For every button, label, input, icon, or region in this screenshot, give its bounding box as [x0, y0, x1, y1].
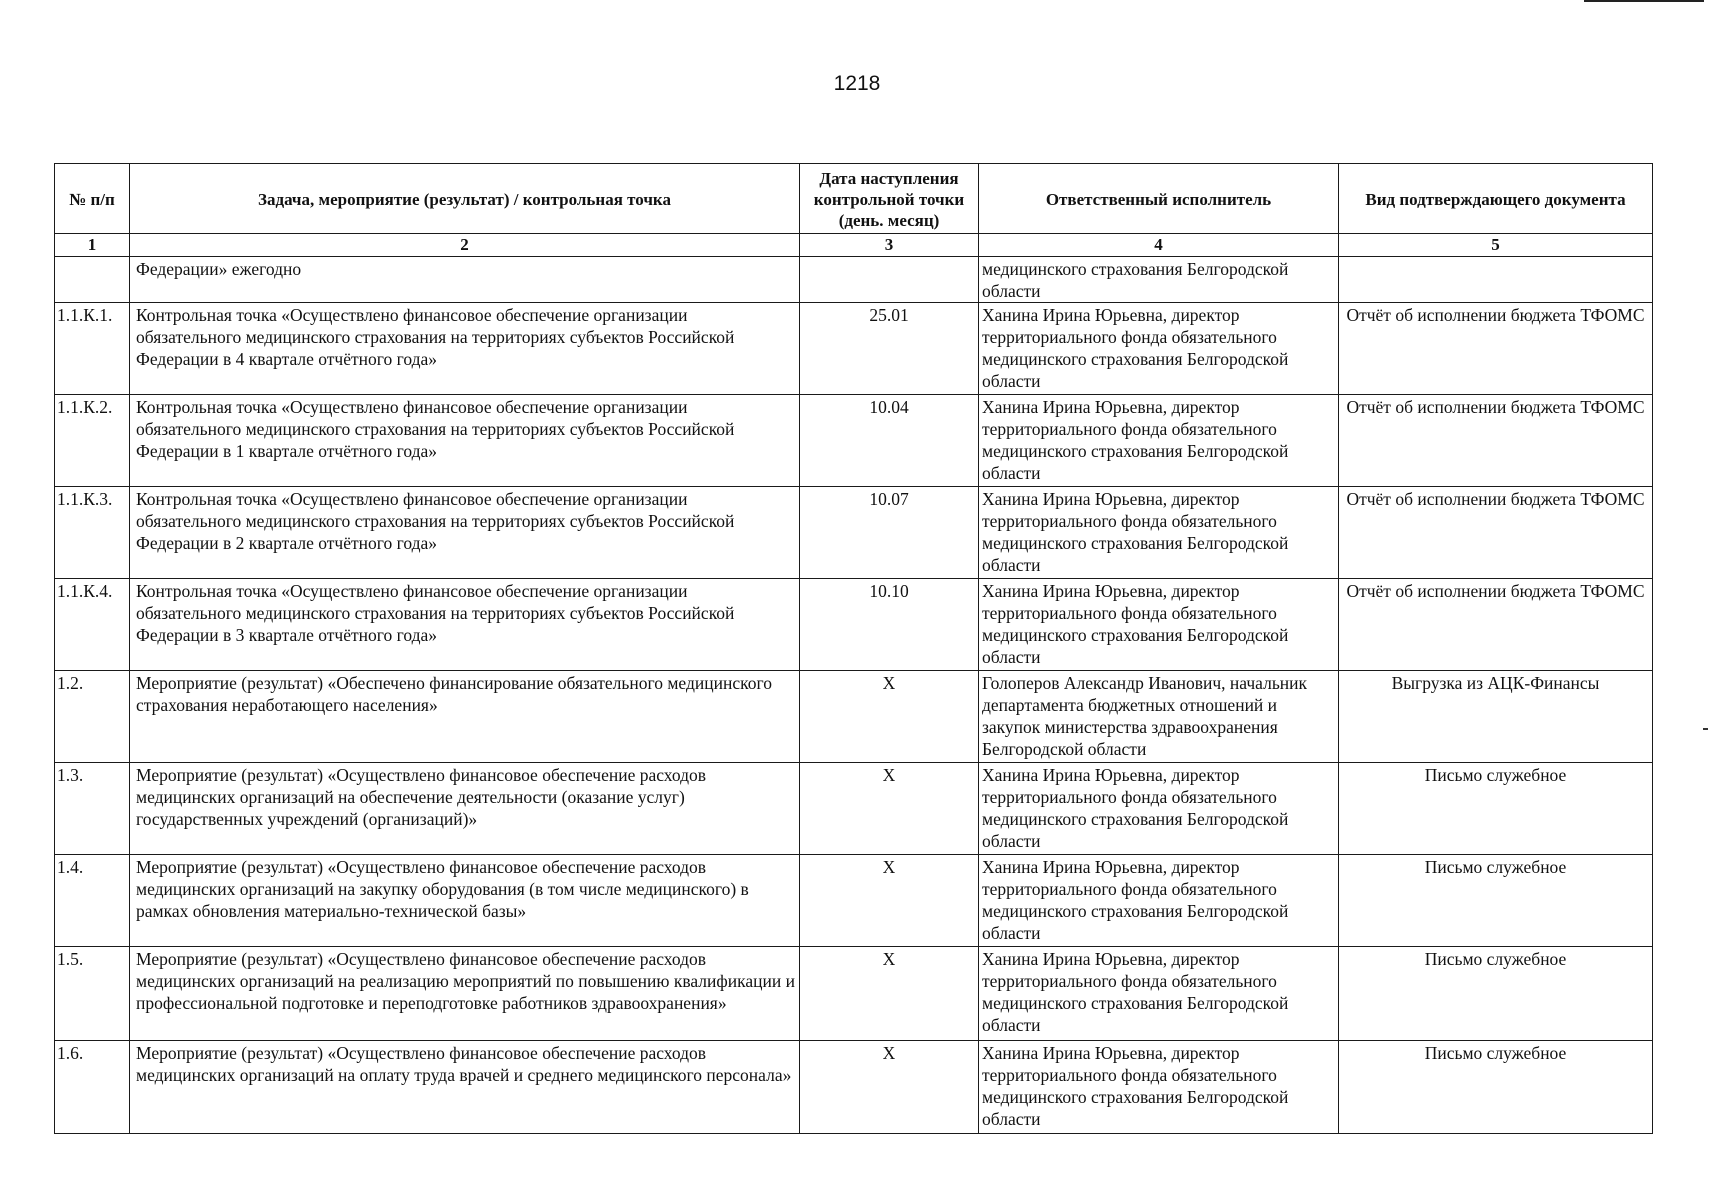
- column-number: 4: [979, 234, 1339, 257]
- row-number: 1.1.К.4.: [55, 579, 130, 671]
- row-executor: Ханина Ирина Юрьевна, директор территориального фонда обязательного медицинского страхования Белгородской области: [979, 1041, 1339, 1134]
- header-document: Вид подтверждающего документа: [1339, 164, 1653, 234]
- row-executor: Ханина Ирина Юрьевна, директор территориального фонда обязательного медицинского страхования Белгородской области: [979, 303, 1339, 395]
- row-document: Письмо служебное: [1339, 947, 1653, 1041]
- row-date: X: [800, 763, 979, 855]
- table-row: [55, 579, 1653, 671]
- row-executor: Голоперов Александр Иванович, начальник департамента бюджетных отношений и закупок министерства здравоохранения Белгородской области: [979, 671, 1339, 763]
- scan-side-mark: [1703, 728, 1708, 730]
- header-num: № п/п: [55, 164, 130, 234]
- table-row: [55, 257, 1653, 303]
- row-number: 1.2.: [55, 671, 130, 763]
- header-executor: Ответственный исполнитель: [979, 164, 1339, 234]
- row-document: Письмо служебное: [1339, 1041, 1653, 1134]
- row-document: Отчёт об исполнении бюджета ТФОМС: [1339, 303, 1653, 395]
- row-task: Контрольная точка «Осуществлено финансовое обеспечение организации обязательного медицинского страхования на территориях субъектов Российской Федерации в 4 квартале отчётного года»: [130, 303, 800, 395]
- row-number: 1.1.К.3.: [55, 487, 130, 579]
- column-number-row: [55, 234, 1653, 257]
- page-number: 1218: [833, 72, 881, 95]
- row-task: Контрольная точка «Осуществлено финансовое обеспечение организации обязательного медицинского страхования на территориях субъектов Российской Федерации в 2 квартале отчётного года»: [130, 487, 800, 579]
- table-row: [55, 763, 1653, 855]
- column-number: 5: [1339, 234, 1653, 257]
- header-date: Дата наступления контрольной точки (день. месяц): [800, 164, 979, 234]
- table-header-row: [55, 164, 1653, 234]
- table-row: [55, 855, 1653, 947]
- row-number: 1.1.К.2.: [55, 395, 130, 487]
- row-date: [800, 257, 979, 303]
- row-document: Выгрузка из АЦК-Финансы: [1339, 671, 1653, 763]
- table-row: [55, 487, 1653, 579]
- row-executor: Ханина Ирина Юрьевна, директор территориального фонда обязательного медицинского страхования Белгородской области: [979, 579, 1339, 671]
- row-number: 1.3.: [55, 763, 130, 855]
- row-task: Федерации» ежегодно: [130, 257, 800, 303]
- row-task: Мероприятие (результат) «Осуществлено финансовое обеспечение расходов медицинских организаций на закупку оборудования (в том числе медицинского) в рамках обновления материально-технической базы»: [130, 855, 800, 947]
- scan-corner-mark: [1584, 0, 1704, 2]
- row-task: Контрольная точка «Осуществлено финансовое обеспечение организации обязательного медицинского страхования на территориях субъектов Российской Федерации в 1 квартале отчётного года»: [130, 395, 800, 487]
- row-date: 25.01: [800, 303, 979, 395]
- row-task: Мероприятие (результат) «Осуществлено финансовое обеспечение расходов медицинских организаций на обеспечение деятельности (оказание услуг) государственных учреждений (организаций)»: [130, 763, 800, 855]
- row-document: [1339, 257, 1653, 303]
- row-executor: Ханина Ирина Юрьевна, директор территориального фонда обязательного медицинского страхования Белгородской области: [979, 763, 1339, 855]
- row-number: 1.5.: [55, 947, 130, 1041]
- row-date: X: [800, 671, 979, 763]
- row-document: Отчёт об исполнении бюджета ТФОМС: [1339, 395, 1653, 487]
- row-task: Мероприятие (результат) «Осуществлено финансовое обеспечение расходов медицинских организаций на реализацию мероприятий по повышению квалификации и профессиональной подготовке и переподготовке работников здравоохранения»: [130, 947, 800, 1041]
- column-number: 3: [800, 234, 979, 257]
- row-document: Письмо служебное: [1339, 855, 1653, 947]
- column-number: 1: [55, 234, 130, 257]
- row-task: Контрольная точка «Осуществлено финансовое обеспечение организации обязательного медицинского страхования на территориях субъектов Российской Федерации в 3 квартале отчётного года»: [130, 579, 800, 671]
- row-task: Мероприятие (результат) «Осуществлено финансовое обеспечение расходов медицинских организаций на оплату труда врачей и среднего медицинского персонала»: [130, 1041, 800, 1134]
- row-date: X: [800, 947, 979, 1041]
- table-row: [55, 1041, 1653, 1134]
- row-number: 1.1.К.1.: [55, 303, 130, 395]
- row-document: Отчёт об исполнении бюджета ТФОМС: [1339, 579, 1653, 671]
- column-number: 2: [130, 234, 800, 257]
- table-row: [55, 303, 1653, 395]
- table-row: [55, 947, 1653, 1041]
- header-task: Задача, мероприятие (результат) / контрольная точка: [130, 164, 800, 234]
- control-points-table: [54, 163, 1653, 1134]
- row-date: 10.07: [800, 487, 979, 579]
- row-task: Мероприятие (результат) «Обеспечено финансирование обязательного медицинского страхования неработающего населения»: [130, 671, 800, 763]
- row-executor: медицинского страхования Белгородской области: [979, 257, 1339, 303]
- row-number: 1.6.: [55, 1041, 130, 1134]
- row-number: 1.4.: [55, 855, 130, 947]
- row-date: X: [800, 1041, 979, 1134]
- row-date: X: [800, 855, 979, 947]
- table-row: [55, 395, 1653, 487]
- table-row: [55, 671, 1653, 763]
- row-number: [55, 257, 130, 303]
- row-document: Отчёт об исполнении бюджета ТФОМС: [1339, 487, 1653, 579]
- row-executor: Ханина Ирина Юрьевна, директор территориального фонда обязательного медицинского страхования Белгородской области: [979, 487, 1339, 579]
- row-date: 10.04: [800, 395, 979, 487]
- row-executor: Ханина Ирина Юрьевна, директор территориального фонда обязательного медицинского страхования Белгородской области: [979, 855, 1339, 947]
- row-date: 10.10: [800, 579, 979, 671]
- row-executor: Ханина Ирина Юрьевна, директор территориального фонда обязательного медицинского страхования Белгородской области: [979, 947, 1339, 1041]
- row-executor: Ханина Ирина Юрьевна, директор территориального фонда обязательного медицинского страхования Белгородской области: [979, 395, 1339, 487]
- row-document: Письмо служебное: [1339, 763, 1653, 855]
